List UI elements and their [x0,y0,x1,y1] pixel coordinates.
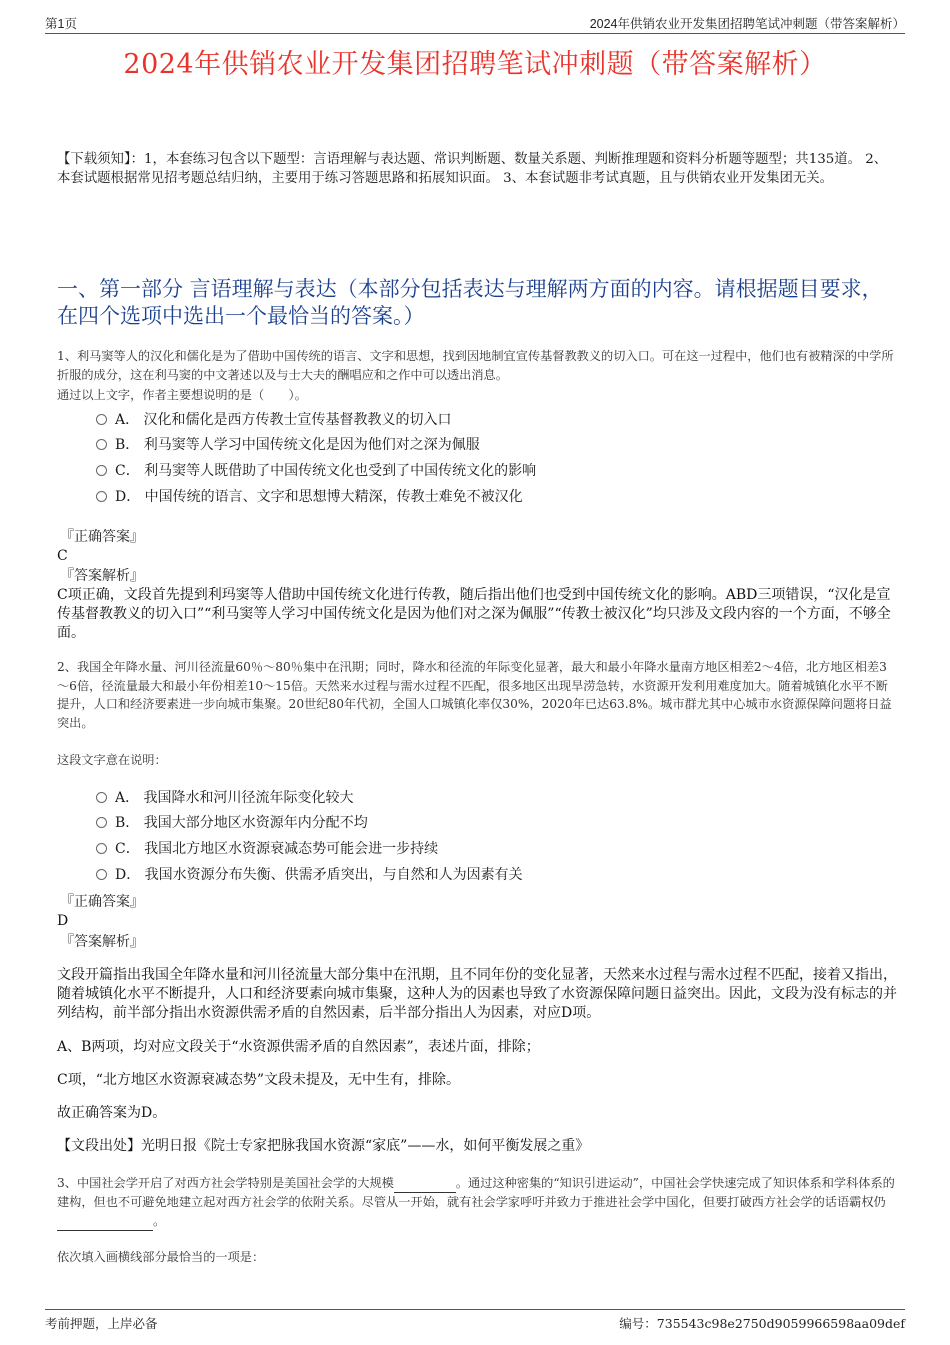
q1-answer: C [57,548,68,564]
option-label: B． 利马窦等人学习中国传统文化是因为他们对之深为佩服 [115,437,480,453]
q1-option-a[interactable] [96,410,452,430]
header-doc-title: 2024年供销农业开发集团招聘笔试冲刺题（带答案解析） [589,17,905,31]
option-label: A． 我国降水和河川径流年际变化较大 [115,790,354,806]
option-label: A． 汉化和儒化是西方传教士宣传基督教教义的切入口 [115,412,452,428]
q2-analysis-p4: 故正确答案为D。 [57,1105,167,1121]
q2-source: 【文段出处】光明日报《院士专家把脉我国水资源“家底”——水，如何平衡发展之重》 [57,1138,590,1154]
option-label: C． 利马窦等人既借助了中国传统文化也受到了中国传统文化的影响 [115,463,537,479]
q2-stem: 2、我国全年降水量、河川径流量60％～80％集中在汛期；同时，降水和径流的年际变化显著，最大和最小年降水量南方地区相差2～4倍，北方地区相差3～6倍，径流量最大和最小年份相差10～15倍。天然来水过程与需水过程不匹配，很多地区出现旱涝急转，水资源开发利用难度加大。随着城镇化水平不断提升，人口和经济要素进一步向城市集聚。20世纪80年代初，全国人口城镇化率仅30%，2020年已达63.8%。城市群尤其中心城市水资源保障问题将日益突出。 [57,660,892,730]
radio-icon[interactable] [96,414,107,425]
option-label: C． 我国北方地区水资源衰减态势可能会进一步持续 [115,841,439,857]
radio-icon[interactable] [96,465,107,476]
q1-option-c[interactable] [96,461,536,481]
footer-rule [45,1309,905,1310]
fill-blank-1[interactable] [394,1173,456,1193]
q2-analysis: 文段开篇指出我国全年降水量和河川径流量大部分集中在汛期，且不同年份的变化显著，天然来水过程与需水过程不匹配，接着又指出，随着城镇化水平不断提升，人口和经济要素向城市集聚，这种人为的因素也导致了水资源保障问题日益突出。因此，文段为没有标志的并列结构，前半部分指出水资源供需矛盾的自然因素，后半部分指出人为因素，对应D项。 [57,967,897,1021]
q2-option-b[interactable] [96,813,368,833]
q2-analysis-p3: C项，“北方地区水资源衰减态势”文段未提及，无中生有，排除。 [57,1072,461,1088]
q1-option-d[interactable] [96,487,523,507]
radio-icon[interactable] [96,439,107,450]
q2-option-a[interactable] [96,788,354,808]
radio-icon[interactable] [96,843,107,854]
q1-stem: 1、利马窦等人的汉化和儒化是为了借助中国传统的语言、文字和思想，找到因地制宜宣传基督教教义的切入口。可在这一过程中，他们也有被精深的中学所折服的成分，这在利马窦的中文著述以及与士大夫的酬唱应和之作中可以透出消息。 [57,349,894,382]
q1-option-b[interactable] [96,435,480,455]
q1-answer-label: 『正确答案』 [60,529,144,545]
radio-icon[interactable] [96,491,107,502]
fill-blank-2[interactable] [57,1211,153,1231]
footer-doc-id: 编号：735543c98e2750d9059966598aa09def [619,1316,905,1331]
q3-prompt: 依次填入画横线部分最恰当的一项是： [57,1250,265,1264]
radio-icon[interactable] [96,817,107,828]
page-title: 2024年供销农业开发集团招聘笔试冲刺题（带答案解析） [123,49,827,80]
q3-stem-part: 3、中国社会学开启了对西方社会学特别是美国社会学的大规模 [57,1176,394,1190]
option-label: D． 中国传统的语言、文字和思想博大精深，传教士难免不被汉化 [115,489,523,505]
q2-answer: D [57,913,69,929]
q3-stem [57,1173,897,1231]
download-notice: 【下载须知】：1，本套练习包含以下题型：言语理解与表达题、常识判断题、数量关系题、判断推理题和资料分析题等题型；共135道。 2、本套试题根据常见招考题总结归纳，主要用于练习答题思路和拓展知识面。 3、本套试题非考试真题，且与供销农业开发集团无关。 [57,152,888,186]
q3-stem-part: 。通过这种密集的“知识引进运动”，中国社会学快速完成了知识体系和学科体系的建构，但也不可避免地建立起对西方社会学的依附关系。尽管从一开始，就有社会学家呼吁并致力于推进社会学中国化，但要打破西方社会学的话语霸权仍 [57,1176,895,1209]
header-rule [45,33,905,34]
q2-option-c[interactable] [96,839,438,859]
option-label: B． 我国大部分地区水资源年内分配不均 [115,815,368,831]
page-number: 第1页 [45,17,77,31]
q1-analysis: C项正确，文段首先提到利玛窦等人借助中国传统文化进行传教，随后指出他们也受到中国传统文化的影响。ABD三项错误，“汉化是宣传基督教教义的切入口”“利马窦等人学习中国传统文化是因为他们对之深为佩服”“传教士被汉化”均只涉及文段内容的一个方面，不够全面。 [57,587,891,641]
q2-prompt: 这段文字意在说明： [57,753,167,767]
q2-analysis-p2: A、B两项，均对应文段关于“水资源供需矛盾的自然因素”，表述片面，排除； [57,1039,540,1055]
option-label: D． 我国水资源分布失衡、供需矛盾突出，与自然和人为因素有关 [115,867,523,883]
q2-option-d[interactable] [96,865,523,885]
footer-slogan: 考前押题，上岸必备 [45,1316,158,1331]
q2-analysis-label: 『答案解析』 [60,934,144,950]
radio-icon[interactable] [96,792,107,803]
radio-icon[interactable] [96,869,107,880]
q3-stem-part: 。 [153,1214,166,1228]
section-title: 一、第一部分 言语理解与表达（本部分包括表达与理解两方面的内容。请根据题目要求，在四个选项中选出一个最恰当的答案。） [57,277,883,328]
q1-analysis-label: 『答案解析』 [60,568,144,584]
q1-prompt: 通过以上文字，作者主要想说明的是（ ）。 [57,388,307,402]
q2-answer-label: 『正确答案』 [60,894,144,910]
